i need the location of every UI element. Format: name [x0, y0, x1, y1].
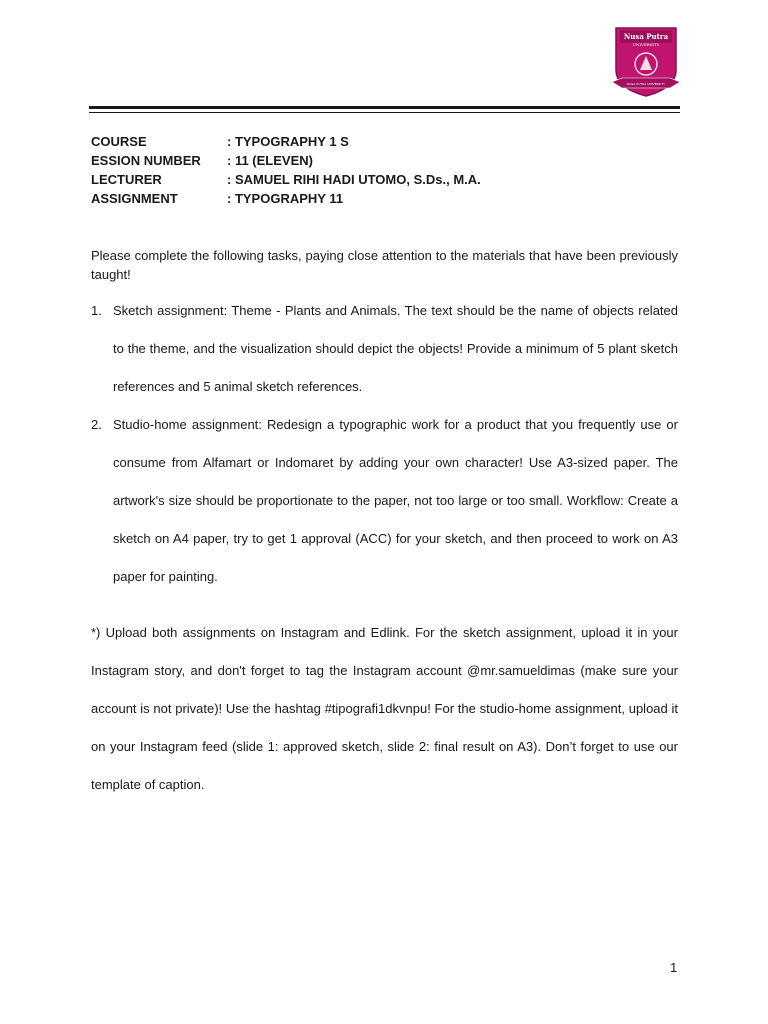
meta-key: ESSION NUMBER	[91, 153, 201, 168]
meta-value: : SAMUEL RIHI HADI UTOMO, S.Ds., M.A.	[227, 172, 481, 187]
header-rule-thin	[89, 112, 680, 113]
meta-key: COURSE	[91, 134, 147, 149]
meta-row-lecturer	[91, 170, 681, 189]
task-item	[91, 406, 678, 596]
task-item	[91, 292, 678, 406]
intro-paragraph: Please complete the following tasks, paying close attention to the materials that have been previously taught!	[91, 248, 678, 282]
meta-key: LECTURER	[91, 172, 162, 187]
task-number: 1.	[91, 303, 102, 318]
course-info	[91, 132, 681, 208]
task-text: Sketch assignment: Theme - Plants and Animals. The text should be the name of objects related to the theme, and the visualization should depict the objects! Provide a minimum of 5 plant sketch references and 5 animal sketch references.	[113, 303, 678, 394]
meta-value: : TYPOGRAPHY 11	[227, 191, 344, 206]
meta-value: : 11 (ELEVEN)	[227, 153, 313, 168]
upload-note: *) Upload both assignments on Instagram and Edlink. For the sketch assignment, upload it in your Instagram story, and don't forget to tag the Instagram account @mr.samueldimas (make sure your account is not private)! Use the hashtag #tipografi1dkvnpu! For the studio-home assignment, upload it on your Instagram feed (slide 1: approved sketch, slide 2: final result on A3). Don’t forget to use our template of caption.	[91, 625, 678, 792]
svg-text:UNIVERSITY: UNIVERSITY	[632, 42, 660, 47]
meta-key: ASSIGNMENT	[91, 191, 178, 206]
page-number: 1	[670, 960, 678, 975]
task-text: Studio-home assignment: Redesign a typographic work for a product that you frequently use or consume from Alfamart or Indomaret by adding your own character! Use A3-sized paper. The artwork's size should be proportionate to the paper, not too large or too small. Workflow: Create a sketch on A4 paper, try to get 1 approval (ACC) for your sketch, and then proceed to work on A3 paper for painting.	[113, 417, 678, 584]
header-rule-thick	[89, 106, 680, 109]
meta-row-assignment	[91, 189, 681, 208]
university-logo	[612, 26, 680, 98]
svg-text:NUSA PUTRA UNIVERSITY: NUSA PUTRA UNIVERSITY	[626, 82, 666, 86]
meta-row-course	[91, 132, 681, 151]
meta-value: : TYPOGRAPHY 1 S	[227, 134, 349, 149]
task-number: 2.	[91, 417, 102, 432]
svg-text:Nusa Putra: Nusa Putra	[623, 32, 669, 41]
meta-row-session	[91, 151, 681, 170]
